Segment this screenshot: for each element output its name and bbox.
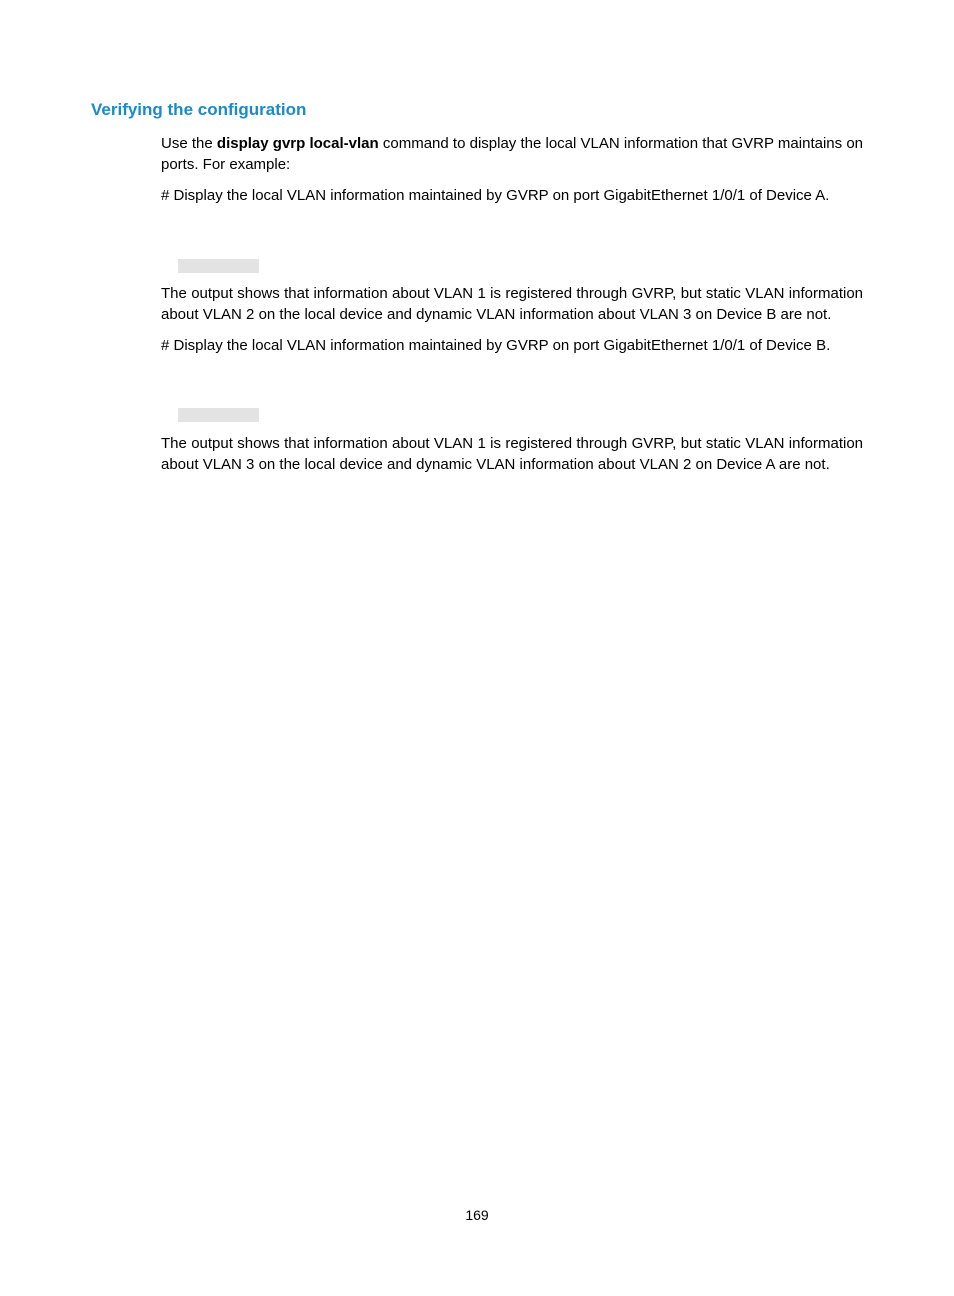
section-heading: Verifying the configuration <box>91 100 307 119</box>
intro-prefix: Use the <box>161 135 217 152</box>
device-b-instruction: # Display the local VLAN information maintained by GVRP on port GigabitEthernet 1/0/1 of Device B. <box>161 337 831 354</box>
device-a-instruction: # Display the local VLAN information maintained by GVRP on port GigabitEthernet 1/0/1 of Device A. <box>161 187 830 204</box>
page-number: 169 <box>465 1207 489 1223</box>
intro-suffix: command to display the local VLAN information that GVRP maintains on ports. For example: <box>161 135 863 173</box>
command-name: display gvrp local-vlan <box>216 135 379 152</box>
intro-paragraph <box>161 133 863 175</box>
device-a-result: The output shows that information about VLAN 1 is registered through GVRP, but static VLAN information about VLAN 2 on the local device and dynamic VLAN information about VLAN 3 on Device B are not. <box>161 285 863 323</box>
device-b-result: The output shows that information about VLAN 1 is registered through GVRP, but static VLAN information about VLAN 3 on the local device and dynamic VLAN information about VLAN 2 on Device A are not. <box>161 435 863 473</box>
device-a-output-block <box>178 259 259 273</box>
device-b-output-block <box>178 408 259 422</box>
